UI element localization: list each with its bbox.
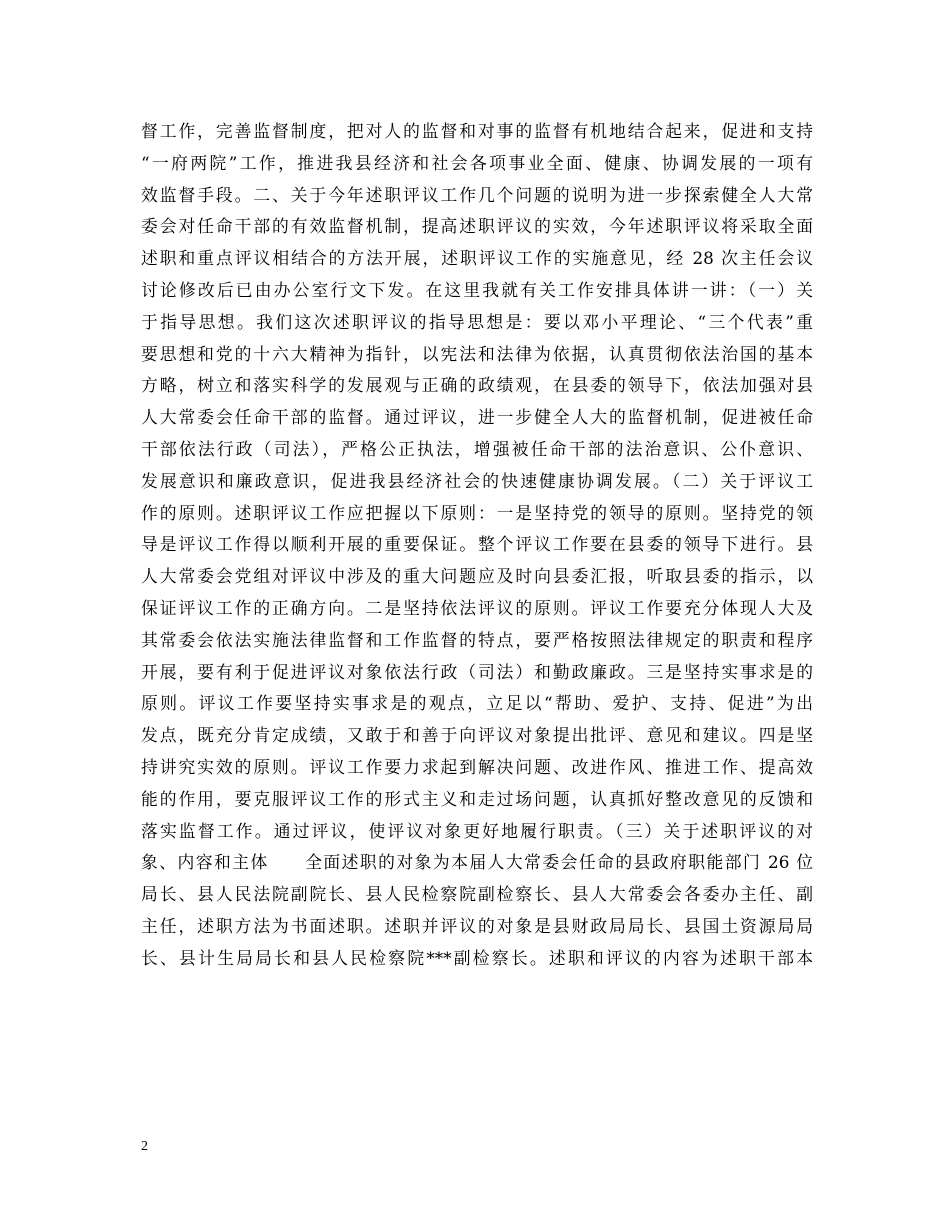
text-line: 象、内容和主体 全面述职的对象为本届人大常委会任命的县政府职能部门 26 位 [141, 852, 813, 873]
text-line: 能的作用，要克服评议工作的形式主义和走过场问题，认真抓好整改意见的反馈和 [141, 788, 813, 809]
text-line: 开展，要有利于促进评议对象依法行政（司法）和勤政廉政。三是坚持实事求是的 [141, 661, 813, 682]
text-line: 导是评议工作得以顺利开展的重要保证。整个评议工作要在县委的领导下进行。县 [141, 534, 813, 555]
text-line: 原则。评议工作要坚持实事求是的观点，立足以“帮助、爱护、支持、促进”为出 [141, 693, 813, 714]
text-line: 主任，述职方法为书面述职。述职并评议的对象是县财政局局长、县国土资源局局 [141, 915, 813, 936]
text-line: 保证评议工作的正确方向。二是坚持依法评议的原则。评议工作要充分体现人大及 [141, 597, 813, 618]
text-line: 长、县计生局局长和县人民检察院***副检察长。述职和评议的内容为述职干部本 [141, 947, 813, 968]
text-line: 干部依法行政（司法），严格公正执法，增强被任命干部的法治意识、公仆意识、 [141, 438, 813, 459]
text-line: 于指导思想。我们这次述职评议的指导思想是：要以邓小平理论、“三个代表”重 [141, 311, 813, 332]
text-line: 督工作，完善监督制度，把对人的监督和对事的监督有机地结合起来，促进和支持 [141, 121, 813, 141]
text-line: 委会对任命干部的有效监督机制，提高述职评议的实效，今年述职评议将采取全面 [141, 216, 813, 237]
body-text [141, 116, 813, 975]
text-line: 要思想和党的十六大精神为指针，以宪法和法律为依据，认真贯彻依法治国的基本 [141, 343, 813, 364]
text-line: 持讲究实效的原则。评议工作要力求起到解决问题、改进作风、推进工作、提高效 [141, 756, 813, 777]
page-number: 2 [141, 1139, 148, 1154]
text-line: 方略，树立和落实科学的发展观与正确的政绩观，在县委的领导下，依法加强对县 [141, 375, 813, 396]
text-line: 作的原则。述职评议工作应把握以下原则：一是坚持党的领导的原则。坚持党的领 [141, 502, 813, 523]
text-line: 发点，既充分肯定成绩，又敢于和善于向评议对象提出批评、意见和建议。四是坚 [141, 725, 813, 746]
text-line: 述职和重点评议相结合的方法开展，述职评议工作的实施意见，经 28 次主任会议 [141, 248, 813, 269]
text-line: 人大常委会任命干部的监督。通过评议，进一步健全人大的监督机制，促进被任命 [141, 407, 813, 428]
text-line: “一府两院”工作，推进我县经济和社会各项事业全面、健康、协调发展的一项有 [141, 152, 813, 173]
text-line: 人大常委会党组对评议中涉及的重大问题应及时向县委汇报，听取县委的指示，以 [141, 566, 813, 587]
text-line: 讨论修改后已由办公室行文下发。在这里我就有关工作安排具体讲一讲：（一）关 [141, 279, 813, 300]
text-line: 效监督手段。二、关于今年述职评议工作几个问题的说明为进一步探索健全人大常 [141, 184, 813, 205]
text-line: 发展意识和廉政意识，促进我县经济社会的快速健康协调发展。（二）关于评议工 [141, 470, 813, 491]
text-line: 落实监督工作。通过评议，使评议对象更好地履行职责。（三）关于述职评议的对 [141, 820, 813, 841]
text-line: 局长、县人民法院副院长、县人民检察院副检察长、县人大常委会各委办主任、副 [141, 884, 813, 905]
text-line: 其常委会依法实施法律监督和工作监督的特点，要严格按照法律规定的职责和程序 [141, 629, 813, 650]
